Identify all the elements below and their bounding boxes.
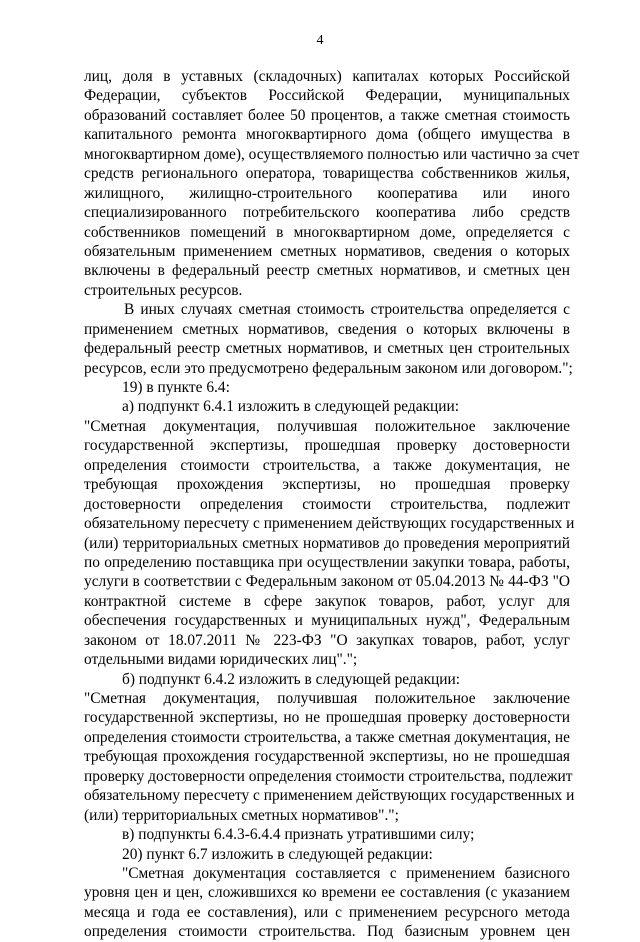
text-line: федеральный реестр сметных нормативов, и сметных цен строительных [84,340,570,358]
text-line: определения стоимости строительства, а также документация, не [84,456,570,474]
text-line: по определению поставщика при осуществлении закупки товара, работы, [84,553,570,571]
text-line: многоквартирном доме), осуществляемого полностью или частично за счет [84,145,580,163]
text-line: Федерации, субъектов Российской Федерации, муниципальных [84,87,570,105]
text-line: лиц, доля в уставных (складочных) капиталах которых Российской [84,68,570,85]
page-number: 4 [316,33,324,48]
text-line: а) подпункт 6.4.1 изложить в следующей редакции: [122,398,460,416]
text-line: требующая прохождения государственной экспертизы, но не прошедшая [84,748,570,766]
text-line: применением сметных нормативов, сведения о которых включены в [84,320,570,338]
text-line: В иных случаях сметная стоимость строительства определяется с [124,301,570,319]
text-line: "Сметная документация, получившая положительное заключение [84,690,570,707]
text-line: законом от 18.07.2011 № 223-ФЗ "О закупках товаров, работ, услуг [84,631,570,649]
text-line: строительных ресурсов. [84,281,243,299]
text-line: жилищного, жилищно-строительного кооператива или иного [84,184,570,202]
text-line: "Сметная документация, получившая положительное заключение [84,417,570,435]
text-line: в) подпункты 6.4.3-6.4.4 признать утратившими силу; [122,826,475,844]
text-line: специализированного потребительского кооператива либо средств [84,204,570,222]
text-line: б) подпункт 6.4.2 изложить в следующей редакции: [122,670,461,688]
text-line: государственной экспертизы, но не прошедшая проверку достоверности [84,709,570,727]
text-line: 19) в пункте 6.4: [122,379,230,396]
text-line: определения стоимости строительства, а также сметная документация, не [84,728,570,746]
text-line: (или) территориальных сметных нормативов до проведения мероприятий [84,534,570,552]
text-line: обязательным применением сметных нормативов, сведения о которых [84,242,570,260]
text-line: обязательному пересчету с применением действующих государственных и [84,787,575,805]
text-line: капитального ремонта многоквартирного дома (общего имущества в [84,126,570,144]
text-line: отдельными видами юридических лиц"."; [84,651,358,669]
text-line: государственной экспертизы, прошедшая проверку достоверности [84,437,570,455]
text-line: включены в федеральный реестр сметных нормативов, и сметных цен [84,262,570,280]
text-line: образований составляет более 50 процентов, а также сметная стоимость [84,106,570,124]
text-line: ресурсов, если это предусмотрено федеральным законом или договором."; [84,359,573,377]
text-line: 20) пункт 6.7 изложить в следующей редакции: [122,845,433,863]
text-line: собственников помещений в многоквартирном доме, определяется с [84,223,570,241]
text-line: месяца и года ее составления), или с применением ресурсного метода [84,903,570,921]
text-line: контрактной системе в сфере закупок товаров, работ, услуг для [84,592,570,610]
text-line: достоверности определения стоимости строительства, подлежит [84,495,570,513]
text-line: "Сметная документация составляется с применением базисного [122,864,570,882]
text-line: определения стоимости строительства. Под базисным уровнем цен [84,923,570,941]
text-line: услуги в соответствии с Федеральным законом от 05.04.2013 № 44-ФЗ "О [84,573,570,591]
text-line: обеспечения государственных и муниципальных нужд", Федеральным [84,612,570,630]
text-line: обязательному пересчету с применением действующих государственных и [84,515,575,533]
text-line: (или) территориальных сметных нормативов"."; [84,806,399,824]
text-line: уровня цен и цен, сложившихся ко времени ее составления (с указанием [84,884,570,902]
text-line: проверку достоверности определения стоимости строительства, подлежит [84,767,573,785]
text-line: средств регионального оператора, товарищества собственников жилья, [84,165,570,183]
text-line: требующая прохождения экспертизы, но прошедшая проверку [84,476,570,494]
document-body [84,67,580,942]
